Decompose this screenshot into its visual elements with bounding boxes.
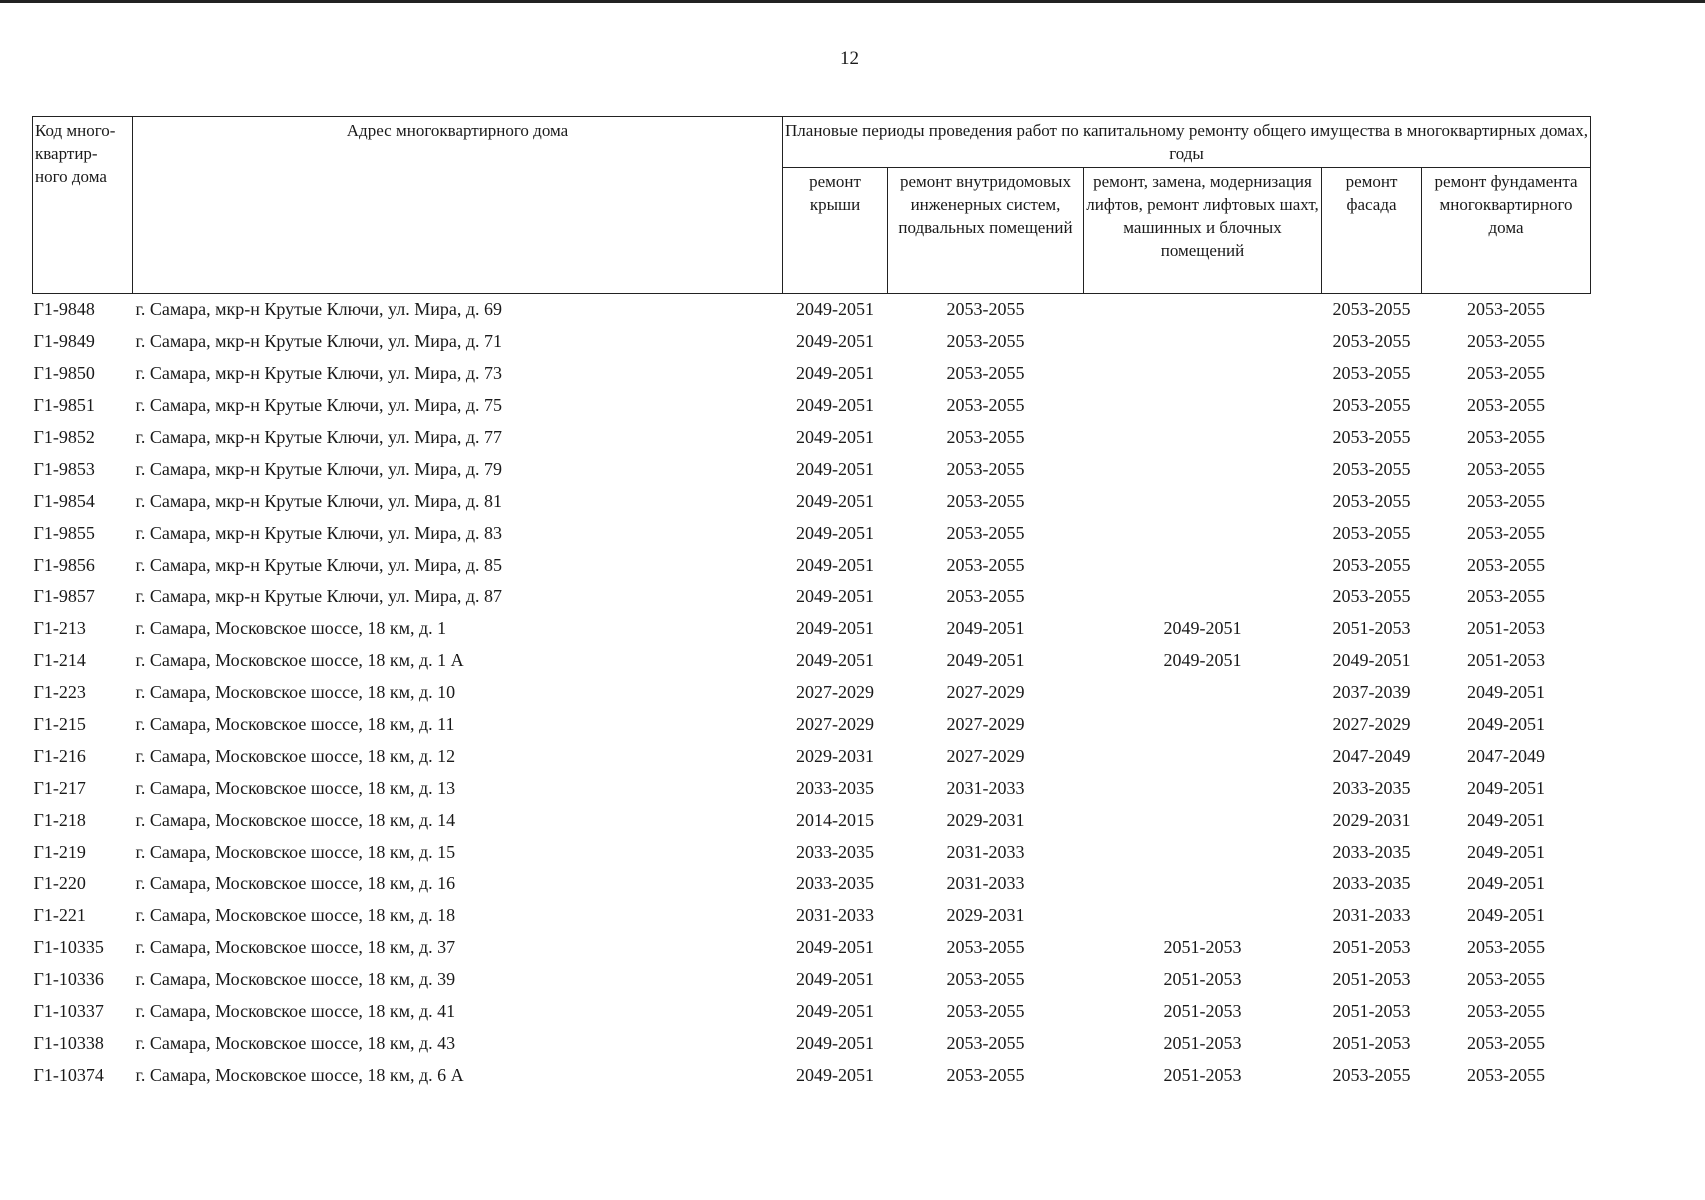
page-number: 12: [840, 48, 859, 69]
engineering-period-cell: 2031-2033: [946, 873, 1025, 894]
facade-period-cell: 2053-2055: [1332, 331, 1411, 352]
foundation-period-cell: 2049-2051: [1467, 873, 1546, 894]
house-code-cell: Г1-215: [33, 714, 86, 735]
table-row: [33, 900, 1591, 932]
address-cell: г. Самара, мкр-н Крутые Ключи, ул. Мира, д. 79: [135, 458, 502, 479]
house-code-cell: Г1-10335: [33, 937, 104, 958]
engineering-period-cell: 2029-2031: [946, 809, 1025, 830]
address-cell: г. Самара, Московское шоссе, 18 км, д. 1: [135, 618, 447, 639]
lifts-period-cell: 2051-2053: [1163, 1001, 1242, 1022]
facade-period-cell: 2053-2055: [1332, 586, 1411, 607]
engineering-period-cell: 2029-2031: [946, 905, 1025, 926]
roof-period-cell: 2049-2051: [796, 1032, 874, 1053]
lifts-period-cell: [1084, 422, 1322, 454]
address-cell: г. Самара, мкр-н Крутые Ключи, ул. Мира, д. 81: [135, 490, 502, 511]
foundation-period-cell: 2053-2055: [1467, 1032, 1546, 1053]
facade-period-cell: 2027-2029: [1332, 714, 1411, 735]
facade-period-cell: 2053-2055: [1332, 427, 1411, 447]
foundation-period-cell: 2047-2049: [1467, 745, 1546, 766]
foundation-period-cell: 2049-2051: [1467, 905, 1546, 926]
engineering-period-cell: 2049-2051: [946, 650, 1025, 671]
engineering-period-cell: 2053-2055: [946, 458, 1025, 479]
roof-period-cell: 2049-2051: [796, 969, 874, 990]
facade-period-cell: 2029-2031: [1332, 809, 1411, 830]
lifts-period-cell: 2051-2053: [1163, 1032, 1242, 1053]
address-cell: г. Самара, Московское шоссе, 18 км, д. 12: [135, 745, 456, 766]
address-cell: г. Самара, Московское шоссе, 18 км, д. 37: [135, 937, 456, 958]
facade-period-cell: 2051-2053: [1332, 618, 1411, 639]
table-row: [33, 517, 1591, 549]
table-row: [33, 804, 1591, 836]
roof-period-cell: 2049-2051: [796, 522, 874, 543]
house-code-cell: Г1-9852: [33, 427, 95, 447]
table-row: [33, 677, 1591, 709]
foundation-period-cell: 2053-2055: [1467, 1001, 1546, 1022]
facade-period-cell: 2053-2055: [1332, 490, 1411, 511]
foundation-period-cell: 2053-2055: [1467, 395, 1546, 416]
table-row: [33, 485, 1591, 517]
lifts-period-cell: 2049-2051: [1163, 618, 1242, 639]
table-row: [33, 772, 1591, 804]
foundation-period-cell: 2049-2051: [1467, 809, 1546, 830]
foundation-period-cell: 2051-2053: [1467, 650, 1546, 671]
header-planned-periods: Плановые периоды проведения работ по капитальному ремонту общего имущества в многоквартирных домах, годы: [783, 117, 1591, 168]
header-foundation-repair: ремонт фундамента многоквартирного дома: [1422, 168, 1591, 294]
facade-period-cell: 2051-2053: [1332, 937, 1411, 958]
house-code-cell: Г1-221: [33, 905, 86, 926]
house-code-cell: Г1-9851: [33, 395, 95, 416]
roof-period-cell: 2049-2051: [796, 1001, 874, 1022]
roof-period-cell: 2029-2031: [796, 745, 874, 766]
house-code-cell: Г1-218: [33, 809, 86, 830]
roof-period-cell: 2049-2051: [796, 427, 874, 447]
engineering-period-cell: 2031-2033: [946, 841, 1025, 862]
foundation-period-cell: 2053-2055: [1467, 299, 1546, 320]
engineering-period-cell: 2053-2055: [946, 299, 1025, 320]
facade-period-cell: 2037-2039: [1332, 682, 1411, 703]
foundation-period-cell: 2053-2055: [1467, 586, 1546, 607]
lifts-period-cell: [1084, 581, 1322, 613]
house-code-cell: Г1-10338: [33, 1032, 104, 1053]
header-address: Адрес многоквартирного дома: [133, 117, 783, 294]
house-code-cell: Г1-220: [33, 873, 86, 894]
address-cell: г. Самара, Московское шоссе, 18 км, д. 43: [135, 1032, 456, 1053]
address-cell: г. Самара, мкр-н Крутые Ключи, ул. Мира, д. 83: [135, 522, 502, 543]
engineering-period-cell: 2053-2055: [946, 522, 1025, 543]
facade-period-cell: 2047-2049: [1332, 745, 1411, 766]
roof-period-cell: 2049-2051: [796, 937, 874, 958]
facade-period-cell: 2049-2051: [1332, 650, 1411, 671]
table-row: [33, 996, 1591, 1028]
address-cell: г. Самара, мкр-н Крутые Ключи, ул. Мира, д. 71: [135, 331, 502, 352]
table-row: [33, 581, 1591, 613]
lifts-period-cell: 2049-2051: [1163, 650, 1242, 671]
roof-period-cell: 2031-2033: [796, 905, 874, 926]
roof-period-cell: 2033-2035: [796, 873, 874, 894]
foundation-period-cell: 2053-2055: [1467, 554, 1546, 575]
address-cell: г. Самара, Московское шоссе, 18 км, д. 41: [135, 1001, 456, 1022]
lifts-period-cell: [1084, 390, 1322, 422]
engineering-period-cell: 2027-2029: [946, 745, 1025, 766]
table-row: [33, 358, 1591, 390]
lifts-period-cell: 2051-2053: [1163, 1064, 1242, 1085]
address-cell: г. Самара, мкр-н Крутые Ключи, ул. Мира, д. 69: [135, 299, 502, 320]
roof-period-cell: 2049-2051: [796, 490, 874, 511]
lifts-period-cell: [1084, 294, 1322, 326]
table-row: [33, 549, 1591, 581]
facade-period-cell: 2053-2055: [1332, 299, 1411, 320]
foundation-period-cell: 2049-2051: [1467, 777, 1546, 798]
facade-period-cell: 2053-2055: [1332, 554, 1411, 575]
address-cell: г. Самара, Московское шоссе, 18 км, д. 15: [135, 841, 456, 862]
house-code-cell: Г1-223: [33, 682, 86, 703]
house-code-cell: Г1-9854: [33, 490, 95, 511]
capital-repair-schedule-table: [32, 116, 1591, 1091]
engineering-period-cell: 2053-2055: [946, 554, 1025, 575]
top-border-rule: [0, 0, 1705, 3]
engineering-period-cell: 2053-2055: [946, 937, 1025, 958]
address-cell: г. Самара, Московское шоссе, 18 км, д. 14: [135, 809, 456, 830]
table-row: [33, 390, 1591, 422]
roof-period-cell: 2049-2051: [796, 586, 874, 607]
facade-period-cell: 2051-2053: [1332, 969, 1411, 990]
engineering-period-cell: 2053-2055: [946, 1032, 1025, 1053]
engineering-period-cell: 2053-2055: [946, 395, 1025, 416]
table-row: [33, 1059, 1591, 1091]
house-code-cell: Г1-9853: [33, 458, 95, 479]
foundation-period-cell: 2053-2055: [1467, 937, 1546, 958]
facade-period-cell: 2031-2033: [1332, 905, 1411, 926]
table-row: [33, 1027, 1591, 1059]
facade-period-cell: 2051-2053: [1332, 1001, 1411, 1022]
roof-period-cell: 2027-2029: [796, 714, 874, 735]
engineering-period-cell: 2053-2055: [946, 586, 1025, 607]
house-code-cell: Г1-9855: [33, 522, 95, 543]
engineering-period-cell: 2053-2055: [946, 427, 1025, 447]
foundation-period-cell: 2053-2055: [1467, 427, 1546, 447]
address-cell: г. Самара, Московское шоссе, 18 км, д. 1 А: [135, 650, 464, 671]
engineering-period-cell: 2031-2033: [946, 777, 1025, 798]
foundation-period-cell: 2053-2055: [1467, 490, 1546, 511]
foundation-period-cell: 2053-2055: [1467, 458, 1546, 479]
foundation-period-cell: 2051-2053: [1467, 618, 1546, 639]
engineering-period-cell: 2053-2055: [946, 363, 1025, 384]
engineering-period-cell: 2053-2055: [946, 331, 1025, 352]
facade-period-cell: 2053-2055: [1332, 1064, 1411, 1085]
house-code-cell: Г1-10336: [33, 969, 104, 990]
lifts-period-cell: [1084, 740, 1322, 772]
lifts-period-cell: [1084, 772, 1322, 804]
table-header: [33, 117, 1591, 294]
roof-period-cell: 2033-2035: [796, 777, 874, 798]
house-code-cell: Г1-10374: [33, 1064, 104, 1085]
foundation-period-cell: 2053-2055: [1467, 331, 1546, 352]
table-row: [33, 964, 1591, 996]
roof-period-cell: 2049-2051: [796, 618, 874, 639]
facade-period-cell: 2033-2035: [1332, 873, 1411, 894]
roof-period-cell: 2049-2051: [796, 650, 874, 671]
facade-period-cell: 2051-2053: [1332, 1032, 1411, 1053]
roof-period-cell: 2049-2051: [796, 299, 874, 320]
lifts-period-cell: [1084, 326, 1322, 358]
lifts-period-cell: [1084, 868, 1322, 900]
address-cell: г. Самара, мкр-н Крутые Ключи, ул. Мира, д. 77: [135, 427, 502, 447]
roof-period-cell: 2049-2051: [796, 331, 874, 352]
address-cell: г. Самара, Московское шоссе, 18 км, д. 39: [135, 969, 456, 990]
lifts-period-cell: [1084, 709, 1322, 741]
foundation-period-cell: 2049-2051: [1467, 841, 1546, 862]
address-cell: г. Самара, мкр-н Крутые Ключи, ул. Мира, д. 73: [135, 363, 502, 384]
facade-period-cell: 2053-2055: [1332, 522, 1411, 543]
address-cell: г. Самара, Московское шоссе, 18 км, д. 6 А: [135, 1064, 464, 1085]
facade-period-cell: 2053-2055: [1332, 458, 1411, 479]
table-row: [33, 868, 1591, 900]
house-code-cell: Г1-9856: [33, 554, 95, 575]
address-cell: г. Самара, мкр-н Крутые Ключи, ул. Мира, д. 87: [135, 586, 502, 607]
roof-period-cell: 2033-2035: [796, 841, 874, 862]
lifts-period-cell: [1084, 900, 1322, 932]
table-row: [33, 932, 1591, 964]
address-cell: г. Самара, мкр-н Крутые Ключи, ул. Мира, д. 75: [135, 395, 502, 416]
engineering-period-cell: 2053-2055: [946, 969, 1025, 990]
foundation-period-cell: 2049-2051: [1467, 682, 1546, 703]
table-row: [33, 294, 1591, 326]
lifts-period-cell: [1084, 804, 1322, 836]
engineering-period-cell: 2053-2055: [946, 1001, 1025, 1022]
house-code-cell: Г1-213: [33, 618, 86, 639]
foundation-period-cell: 2053-2055: [1467, 969, 1546, 990]
address-cell: г. Самара, Московское шоссе, 18 км, д. 11: [135, 714, 455, 735]
house-code-cell: Г1-217: [33, 777, 86, 798]
house-code-cell: Г1-10337: [33, 1001, 104, 1022]
house-code-cell: Г1-216: [33, 745, 86, 766]
roof-period-cell: 2049-2051: [796, 458, 874, 479]
house-code-cell: Г1-9849: [33, 331, 95, 352]
roof-period-cell: 2014-2015: [796, 809, 874, 830]
header-roof-repair: ремонт крыши: [783, 168, 888, 294]
lifts-period-cell: [1084, 485, 1322, 517]
table-row: [33, 709, 1591, 741]
header-house-code: Код много-квартир-ного дома: [33, 117, 133, 294]
address-cell: г. Самара, Московское шоссе, 18 км, д. 16: [135, 873, 456, 894]
engineering-period-cell: 2053-2055: [946, 1064, 1025, 1085]
house-code-cell: Г1-219: [33, 841, 86, 862]
roof-period-cell: 2049-2051: [796, 395, 874, 416]
roof-period-cell: 2027-2029: [796, 682, 874, 703]
header-engineering-repair: ремонт внутридомовых инженерных систем, подвальных помещений: [888, 168, 1084, 294]
roof-period-cell: 2049-2051: [796, 363, 874, 384]
engineering-period-cell: 2049-2051: [946, 618, 1025, 639]
house-code-cell: Г1-9857: [33, 586, 95, 607]
address-cell: г. Самара, Московское шоссе, 18 км, д. 10: [135, 682, 456, 703]
facade-period-cell: 2033-2035: [1332, 777, 1411, 798]
lifts-period-cell: [1084, 358, 1322, 390]
address-cell: г. Самара, мкр-н Крутые Ключи, ул. Мира, д. 85: [135, 554, 502, 575]
table-row: [33, 613, 1591, 645]
table-row: [33, 740, 1591, 772]
lifts-period-cell: [1084, 549, 1322, 581]
address-cell: г. Самара, Московское шоссе, 18 км, д. 18: [135, 905, 456, 926]
address-cell: г. Самара, Московское шоссе, 18 км, д. 13: [135, 777, 456, 798]
roof-period-cell: 2049-2051: [796, 1064, 874, 1085]
house-code-cell: Г1-9850: [33, 363, 95, 384]
lifts-period-cell: 2051-2053: [1163, 969, 1242, 990]
header-facade-repair: ремонт фасада: [1322, 168, 1422, 294]
table-row: [33, 645, 1591, 677]
house-code-cell: Г1-9848: [33, 299, 95, 320]
house-code-cell: Г1-214: [33, 650, 86, 671]
header-lift-repair: ремонт, замена, модернизация лифтов, ремонт лифтовых шахт, машинных и блочных помещений: [1084, 168, 1322, 294]
lifts-period-cell: [1084, 517, 1322, 549]
facade-period-cell: 2053-2055: [1332, 395, 1411, 416]
foundation-period-cell: 2049-2051: [1467, 714, 1546, 735]
engineering-period-cell: 2053-2055: [946, 490, 1025, 511]
engineering-period-cell: 2027-2029: [946, 714, 1025, 735]
table-row: [33, 836, 1591, 868]
engineering-period-cell: 2027-2029: [946, 682, 1025, 703]
foundation-period-cell: 2053-2055: [1467, 363, 1546, 384]
facade-period-cell: 2053-2055: [1332, 363, 1411, 384]
table-row: [33, 453, 1591, 485]
lifts-period-cell: [1084, 836, 1322, 868]
foundation-period-cell: 2053-2055: [1467, 522, 1546, 543]
roof-period-cell: 2049-2051: [796, 554, 874, 575]
lifts-period-cell: [1084, 453, 1322, 485]
table-row: [33, 422, 1591, 454]
table-body: [33, 294, 1591, 1092]
table-row: [33, 326, 1591, 358]
lifts-period-cell: 2051-2053: [1163, 937, 1242, 958]
facade-period-cell: 2033-2035: [1332, 841, 1411, 862]
lifts-period-cell: [1084, 677, 1322, 709]
foundation-period-cell: 2053-2055: [1467, 1064, 1546, 1085]
